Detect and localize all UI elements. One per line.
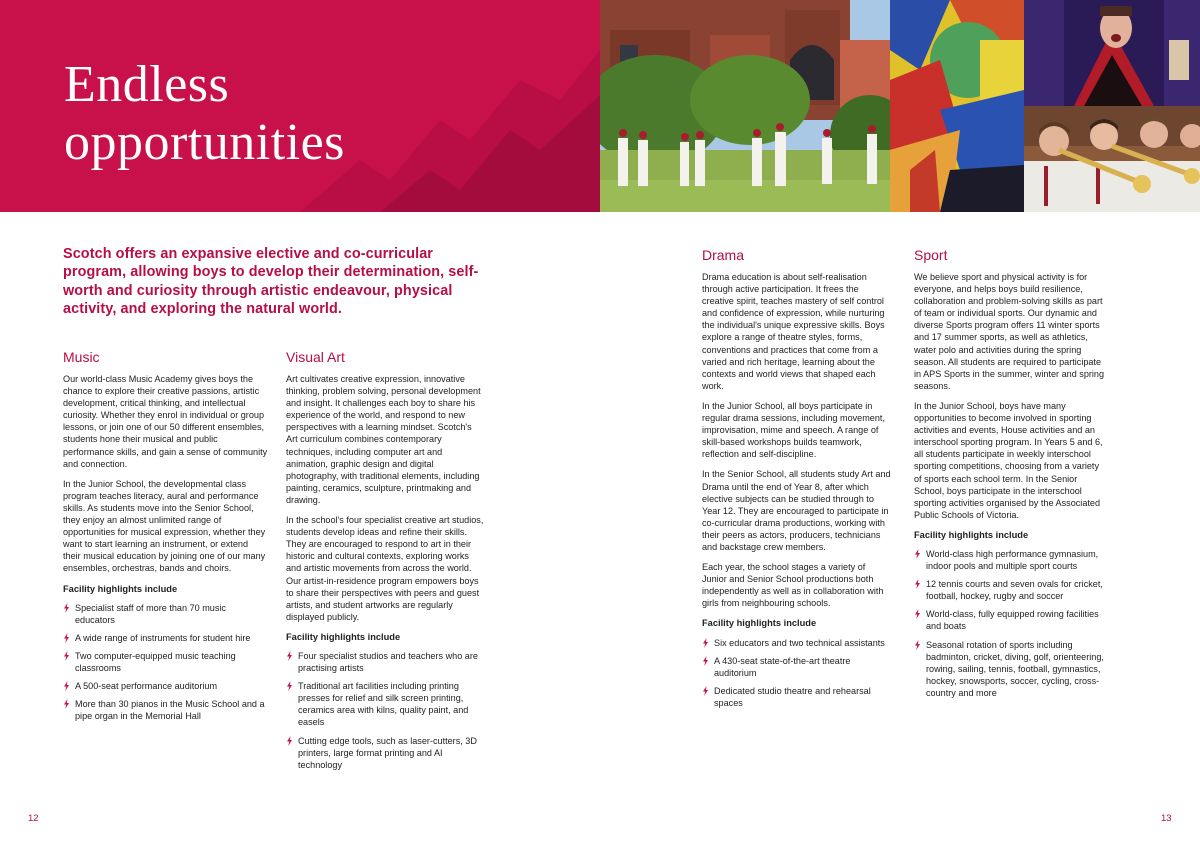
list-item-text: More than 30 pianos in the Music School and a pipe organ in the Memorial Hall [75, 699, 265, 722]
hero-banner [0, 0, 600, 212]
drama-paragraph: In the Junior School, all boys participate in regular drama sessions, including movement, improvisation, mime and speech. A range of skill-based workshops builds teamwork, reflection and self-discipline. [702, 400, 885, 460]
music-paragraph: In the Junior School, the developmental class program teaches literacy, aural and performance skills. As students move into the Senior School, they enjoy an almost unlimited range of opportunities for musical expression, whether they want to start learning an instrument, or extend their musical education by joining one of our many ensembles, orchestras, bands and choirs. [63, 478, 266, 574]
page-number-left: 12 [28, 813, 39, 824]
bolt-icon [286, 681, 293, 691]
facility-list [286, 650, 484, 771]
bolt-icon [63, 681, 70, 691]
visual-art-paragraph: Art cultivates creative expression, innovative thinking, problem solving, personal development and insight. It challenges each boy to share his experience of the world, and respond to new perspectives with a learning mindset. Scotch's Art curriculum combines contemporary techniques, including computer art and animation, graphic design and digital photography, with traditional elements, including painting, ceramics, sculpture, printmaking and drawing. [286, 374, 481, 505]
bolt-icon [702, 686, 709, 696]
intro-text: Scotch offers an expansive elective and co-curricular program, allowing boys to develop their determination, self-worth and curiosity through artistic endeavour, physical activity, and exploring the natural world. [63, 246, 479, 317]
visual-art-paragraph: In the school's four specialist creative art studios, students develop ideas and refine their skills. They are encouraged to respond to art in their historic and cultural contexts, exploring works and artistic movements from across the world. Our artist-in-residence program empowers boys to share their perspectives with peers and guest artists, and student artworks are regularly displayed publicly. [286, 515, 484, 622]
list-item [702, 637, 892, 649]
list-item [702, 685, 892, 709]
list-item-text: Dedicated studio theatre and rehearsal spaces [714, 685, 871, 708]
list-item [914, 578, 1106, 602]
drama-paragraph: Drama education is about self-realisation through active participation. It frees the creative spirit, teaches mastery of self control and confidence of expression, while nurturing the individual's unique expressive skills. Boys explore a range of theatre styles, forms, conventions and practices that come from a varied and rich heritage, learning about the contexts and world views that shaped each work. [702, 272, 885, 391]
band-photo [1024, 106, 1200, 212]
facility-list [702, 637, 892, 709]
bolt-icon [63, 633, 70, 643]
drama-heading: Drama [702, 247, 745, 263]
drama-paragraph: In the Senior School, all students study Art and Drama until the end of Year 8, after which elective subjects can be studied through to Year 12. They are encouraged to participate in co-curricular drama productions, working with their peers as actors, producers, technicians and backstage crew members. [702, 469, 891, 552]
facility-list [914, 548, 1106, 699]
bolt-icon [702, 638, 709, 648]
bolt-icon [914, 609, 921, 619]
list-item-text: World-class, fully equipped rowing facilities and boats [926, 609, 1099, 632]
title-line-2: opportunities [64, 114, 345, 171]
facility-heading: Facility highlights include [286, 631, 401, 642]
artwork-photo [890, 0, 1024, 212]
list-item [286, 735, 484, 771]
drama-paragraph: Each year, the school stages a variety of Junior and Senior School productions both independently as well as in collaboration with girls from neighbouring schools. [702, 562, 884, 609]
page-title [64, 56, 345, 172]
drama-photo [1024, 0, 1200, 106]
facility-heading: Facility highlights include [914, 529, 1029, 540]
bolt-icon [63, 603, 70, 613]
visual-art-heading: Visual Art [286, 349, 345, 365]
title-line-1: Endless [64, 56, 230, 113]
bolt-icon [63, 651, 70, 661]
list-item-text: Traditional art facilities including printing presses for relief and silk screen printing, ceramics area with kilns, quality paint, and easels [298, 681, 469, 728]
list-item-text: 12 tennis courts and seven ovals for cricket, football, hockey, rugby and soccer [926, 579, 1103, 602]
drama-section [702, 247, 892, 715]
list-item-text: Seasonal rotation of sports including badminton, cricket, diving, golf, orienteering, rowing, sailing, tennis, football, gymnastics, hockey, snowsports, soccer, cycling, cross-country and more [926, 639, 1104, 698]
list-item-text: Two computer-equipped music teaching classrooms [75, 650, 236, 673]
bolt-icon [286, 736, 293, 746]
list-item [914, 639, 1106, 699]
facility-heading: Facility highlights include [63, 583, 178, 594]
list-item-text: Six educators and two technical assistants [714, 637, 885, 648]
list-item-text: A 430-seat state-of-the-art theatre auditorium [714, 655, 851, 678]
bolt-icon [63, 699, 70, 709]
facility-heading: Facility highlights include [702, 618, 817, 629]
list-item [63, 602, 268, 626]
sport-section [914, 247, 1106, 705]
music-heading: Music [63, 349, 100, 365]
list-item [63, 650, 268, 674]
music-paragraph: Our world-class Music Academy gives boys the chance to explore their creative passions, artistic development, critical thinking, and intellectual curiosity. Whether they enrol in individual or group lessons, or join one of our 50 different ensembles, students hone their musical and public performance skills, and gain a sense of community and connection. [63, 374, 268, 469]
list-item [63, 680, 268, 692]
sport-heading: Sport [914, 247, 948, 263]
visual-art-section [286, 349, 484, 777]
list-item-text: A 500-seat performance auditorium [75, 681, 218, 692]
list-item [63, 698, 268, 722]
list-item-text: Specialist staff of more than 70 music educators [75, 602, 226, 625]
list-item [914, 608, 1106, 632]
list-item-text: Four specialist studios and teachers who are practising artists [298, 650, 478, 674]
bolt-icon [702, 656, 709, 666]
sport-paragraph: In the Junior School, boys have many opportunities to become involved in sporting activities and events, House activities and an interschool sporting program. In Years 5 and 6, all students participate in weekly interschool sporting competitions, choosing from a variety of sports each school term. In the Senior School, boys participate in the interschool sporting activities organised by the Associated Public Schools of Victoria. [914, 400, 1103, 520]
facility-list [63, 602, 268, 723]
music-section [63, 349, 268, 728]
bolt-icon [914, 549, 921, 559]
list-item-text: A wide range of instruments for student hire [75, 632, 251, 643]
cricket-photo [600, 0, 890, 212]
bolt-icon [914, 640, 921, 650]
bolt-icon [914, 579, 921, 589]
sport-paragraph: We believe sport and physical activity is for everyone, and helps boys build resilience, collaboration and problem-solving skills as part of team or individual sports. Our dynamic and diverse Sports program offers 11 winter sports and 17 summer sports, as well as athletics, water polo and activities during the spring season. All students are required to participate in APS Sports in the summer, winter and spring seasons. [914, 272, 1105, 391]
list-item-text: World-class high performance gymnasium, indoor pools and multiple sport courts [926, 548, 1099, 572]
list-item-text: Cutting edge tools, such as laser-cutters, 3D printers, large format printing and AI technology [298, 735, 477, 770]
list-item [702, 655, 892, 679]
bolt-icon [286, 651, 293, 661]
list-item [286, 680, 484, 728]
list-item [914, 548, 1106, 572]
page-number-right: 13 [1161, 813, 1172, 824]
list-item [286, 650, 484, 674]
list-item [63, 632, 268, 644]
